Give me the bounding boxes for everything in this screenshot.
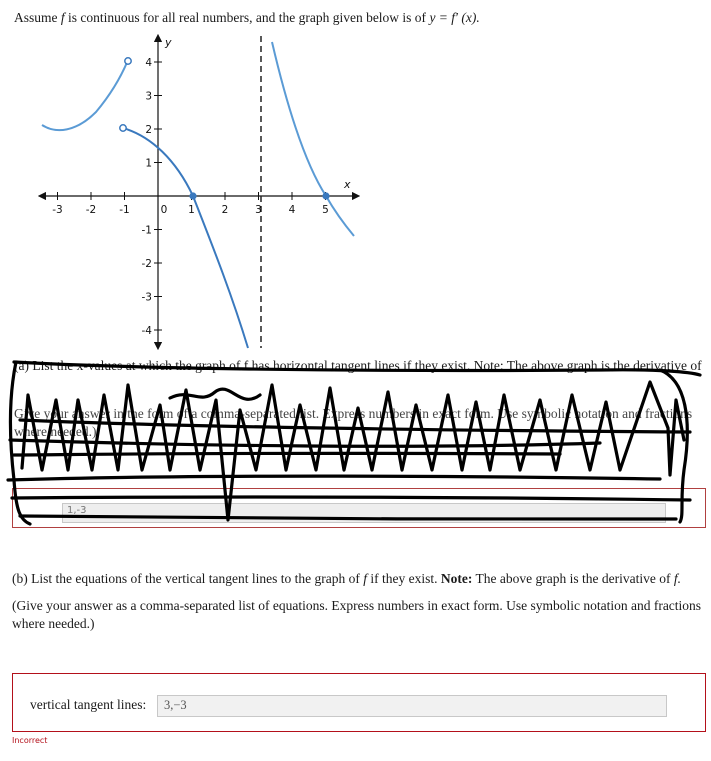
part-b-f2: f. <box>673 571 681 586</box>
open-point-upper <box>125 58 131 64</box>
intro-text-2: is continuous for all real numbers, and the graph given below is of <box>64 10 430 25</box>
vertical-tangent-input[interactable]: 3,−3 <box>157 695 667 717</box>
part-a-instructions-2: where needed.) <box>14 424 97 439</box>
y-tick-label: 1 <box>145 157 152 170</box>
curve-right <box>272 42 354 236</box>
part-b-text-3: The above graph is the derivative of <box>472 571 674 586</box>
y-axis-label: y <box>165 36 172 49</box>
vertical-tangent-label: vertical tangent lines: <box>30 697 147 712</box>
x-tick-label: 3 <box>255 204 262 216</box>
y-tick-label: -3 <box>141 291 152 304</box>
intro-equation: y = f′ (x). <box>429 10 480 25</box>
x-axis-label: x <box>344 178 351 191</box>
y-tick-label: -2 <box>141 258 152 270</box>
zero-point-1 <box>189 192 196 199</box>
part-a-instructions: Give your answer in the form of a comma-separated list. Express numbers in exact form. Use symbolic notation and fractions <box>14 406 693 421</box>
curve-middle <box>123 128 248 348</box>
part-b-text-1: (b) List the equations of the vertical tangent lines to the graph of <box>12 571 364 586</box>
y-tick-label: 2 <box>145 124 152 136</box>
intro-text-1: Assume <box>14 10 61 25</box>
part-b-text-2: if they exist. <box>367 571 441 586</box>
x-tick-label: 2 <box>221 204 229 216</box>
x-tick-label: 0 <box>160 204 168 216</box>
y-tick-label: -4 <box>141 325 152 337</box>
y-tick-label: 3 <box>145 90 152 103</box>
x-tick-label: 5 <box>322 204 329 216</box>
x-tick-label: 4 <box>288 204 296 216</box>
zero-point-5 <box>322 192 329 199</box>
scribble-curl <box>170 389 260 399</box>
part-b-f: f <box>363 571 368 586</box>
scribble-stroke-4 <box>14 453 560 455</box>
derivative-graph <box>36 32 366 352</box>
part-a-question: (a) List the x-values at which the graph of f has horizontal tangent lines if they exist. Note: The above graph is the derivative of <box>14 358 702 373</box>
x-tick-label: -2 <box>85 204 97 216</box>
x-tick-label: -3 <box>52 204 63 216</box>
status-incorrect: Incorrect <box>12 736 48 745</box>
x-tick-label: -1 <box>119 204 130 216</box>
y-tick-label: -1 <box>141 224 152 237</box>
curve-left-upper <box>42 60 128 130</box>
part-b-instructions: (Give your answer as a comma-separated list of equations. Express numbers in exact form. Use symbolic notation and fractions where needed.) <box>12 598 702 631</box>
part-a-answer-input[interactable]: 1,-3 <box>62 503 666 523</box>
question-intro <box>14 9 480 27</box>
open-point-lower <box>120 125 126 131</box>
part-b-note-label: Note: <box>440 571 473 586</box>
x-tick-label: 1 <box>188 204 195 216</box>
scribble-stroke-5 <box>8 476 660 480</box>
y-tick-label: 4 <box>145 57 152 69</box>
intro-f: f <box>60 10 65 25</box>
part-b-question <box>12 570 702 588</box>
